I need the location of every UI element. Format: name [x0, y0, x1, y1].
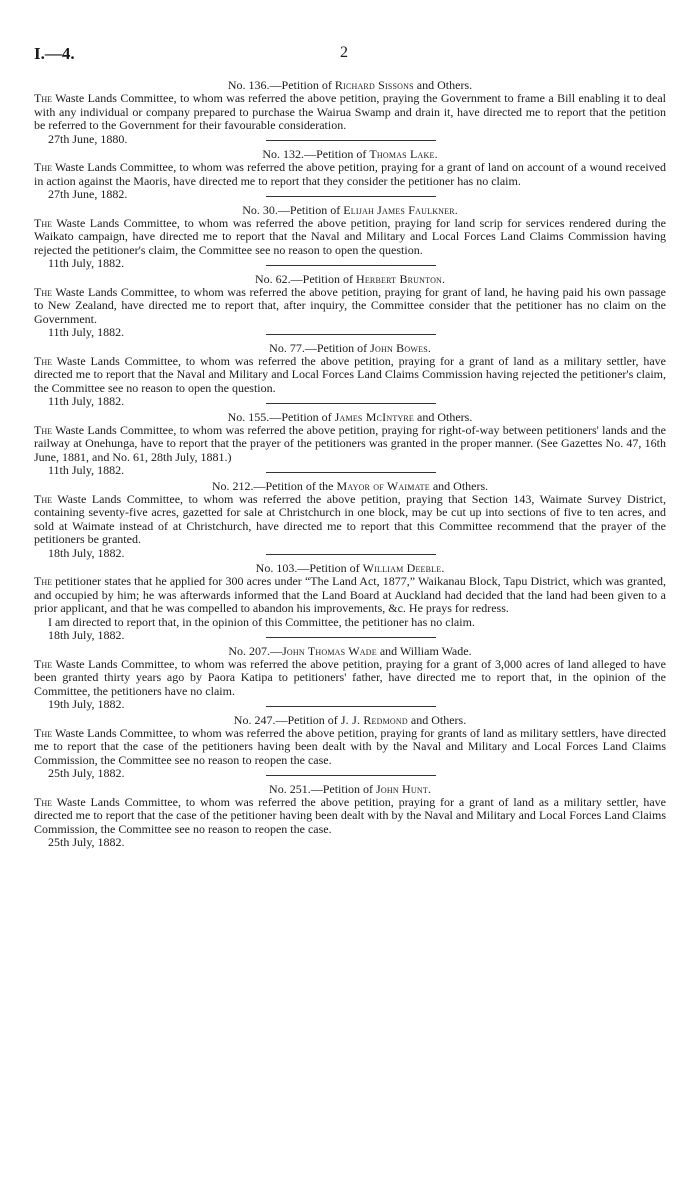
petition-date: 27th June, 1880.	[48, 131, 128, 146]
petition-heading	[34, 479, 666, 493]
petitioner-name: John Bowes	[370, 340, 428, 355]
petition-number: No. 103.	[255, 561, 298, 575]
petition-title-suffix: and Others.	[429, 478, 489, 493]
petition-title-prefix: —	[270, 643, 283, 658]
section-divider	[266, 637, 436, 638]
petition-title-suffix: and Others.	[413, 78, 473, 92]
petition-date: 11th July, 1882.	[48, 325, 125, 339]
petition-title-prefix: —Petition of	[304, 340, 371, 355]
petition-heading	[34, 410, 666, 424]
petition-title-prefix: —Petition of	[310, 781, 377, 796]
petition-body	[34, 217, 666, 258]
petition-heading	[34, 78, 666, 92]
petition-title-suffix: .	[454, 202, 458, 217]
petition-body	[34, 493, 666, 547]
petition-lead-word: The	[34, 491, 52, 506]
petition-date: 25th July, 1882.	[48, 835, 125, 849]
petition-number: No. 30.	[242, 202, 278, 217]
petition-body-text: Waste Lands Committee, to whom was referred the above petition, praying for a grant of land as a military settler, have directed me to report that the case of the petitioner having been dealt with by the Naval and Military and Local Forces Land Claims Commission, the Committee see no reason to reopen the case.	[34, 794, 666, 836]
petition-body	[34, 727, 666, 768]
petition-body	[34, 286, 666, 327]
petition-title-suffix: and William Wade.	[376, 643, 472, 658]
petition-heading	[34, 272, 666, 286]
petition-title-prefix: —Petition of the	[253, 478, 337, 493]
petition-body-text: Waste Lands Committee, to whom was referred the above petition, praying for grants of land as military settlers, have directed me to report that the case of the petitioners having been dealt with by the Naval and Military and Local Forces Land Claims Commission, the Committee see no reason to reopen the case.	[34, 725, 666, 767]
petition-body-text: Waste Lands Committee, to whom was referred the above petition, praying for a grant of land on account of a wound received in action against the Maoris, have directed me to report that they consider the petitioner has no claim.	[34, 160, 666, 188]
petition-number: No. 207.	[228, 643, 271, 658]
petition-entry	[34, 340, 666, 408]
petition-body-text: petitioner states that he applied for 300 acres under “The Land Act, 1877,” Waikanau Block, Tapu District, which was granted, and occupied by him; he was afterwards informed that the Land Board at Auckland had decided that the land had been given to a prior applicant, and that he was compelled to abandon his improvements, &c. He prays for redress.	[34, 574, 666, 615]
petition-report: I am directed to report that, in the opinion of this Committee, the petitioner has no claim.	[48, 614, 475, 629]
petition-number: No. 212.	[211, 478, 254, 493]
petitioner-name: Richard Sissons	[334, 78, 414, 92]
petitioner-name: John Thomas Wade	[282, 643, 377, 658]
petition-date: 11th July, 1882.	[48, 394, 125, 408]
petition-date: 19th July, 1882.	[48, 697, 125, 711]
petition-title-prefix: —Petition of	[290, 271, 356, 286]
petition-body	[34, 424, 666, 465]
petition-title-suffix: and Others.	[414, 409, 473, 424]
petitioner-name: Elijah James Faulkner	[343, 202, 455, 217]
petition-number: No. 136.	[227, 78, 270, 92]
petition-number: No. 251.	[269, 781, 311, 796]
section-divider	[266, 196, 436, 197]
petition-title-suffix: .	[441, 561, 445, 575]
petitioner-name: John Hunt	[376, 781, 428, 796]
petition-date: 18th July, 1882.	[48, 628, 125, 642]
petition-body-text: Waste Lands Committee, to whom was referred the above petition, praying for right-of-way between petitioners' lands and the railway at Onehunga, have to report that the prayer of the petitioners was granted in the proper manner. (See Gazettes No. 47, 16th June, 1881, and No. 61, 28th July, 1881.)	[34, 422, 666, 464]
petition-entry	[34, 561, 666, 642]
document-reference: I.—4.	[34, 44, 75, 63]
petition-date: 25th July, 1882.	[48, 766, 125, 780]
petition-number: No. 132.	[262, 147, 305, 161]
petition-title-suffix: .	[434, 147, 438, 161]
petition-title-prefix: —Petition of	[269, 409, 335, 424]
petition-heading	[34, 561, 666, 575]
petition-body-text: Waste Lands Committee, to whom was referred the above petition, praying for a grant of land as a military settler, have directed me to report that the Naval and Military and Local Forces Land Claims Commission having rejected the petitioner's claim, the Committee see no reason to open the question.	[34, 353, 666, 395]
petitioner-name: Herbert Brunton	[355, 271, 443, 286]
petition-heading	[34, 644, 666, 658]
section-divider	[266, 775, 436, 776]
petition-entry	[34, 202, 666, 270]
petition-title-prefix: —Petition of	[275, 712, 341, 727]
petition-body	[34, 575, 666, 616]
petitions-list	[34, 78, 666, 850]
petitioner-name: Thomas Lake	[369, 147, 435, 161]
section-divider	[266, 472, 436, 473]
petitioner-name: William Deeble	[362, 561, 442, 575]
petition-lead-word: The	[34, 656, 52, 671]
section-divider	[266, 265, 436, 266]
section-divider	[266, 554, 436, 555]
petition-lead-word: The	[34, 353, 52, 368]
petition-entry	[34, 78, 666, 146]
petition-heading	[34, 713, 666, 727]
petition-entry	[34, 643, 666, 711]
petition-body-text: Waste Lands Committee, to whom was referred the above petition, praying for a grant of 3,000 acres of land alleged to have been granted thirty years ago by Paora Katipa to petitioners' father, have directed me to report that, in the opinion of the Committee, the petitioners have no claim.	[34, 656, 666, 698]
petition-entry	[34, 271, 666, 339]
petition-lead-word: The	[34, 284, 52, 299]
petition-lead-word: The	[34, 160, 52, 174]
petitioner-name: James McIntyre	[334, 409, 415, 424]
petition-number: No. 77.	[269, 340, 305, 355]
petition-entry	[34, 712, 666, 780]
petition-entry	[34, 147, 666, 201]
petition-title-suffix: and Others.	[407, 712, 467, 727]
petition-body	[34, 92, 666, 133]
petition-body	[34, 658, 666, 699]
petition-date: 11th July, 1882.	[48, 463, 125, 477]
petition-title-prefix: —Petition of	[269, 78, 335, 92]
petition-date: 11th July, 1882.	[48, 256, 125, 270]
petition-title-suffix: .	[427, 781, 431, 796]
petition-date: 18th July, 1882.	[48, 545, 125, 560]
petition-heading	[34, 341, 666, 355]
petition-body-text: Waste Lands Committee, to whom was referred the above petition, praying that Section 143, Waimate Survey District, containing seventy-five acres, gazetted for sale at Christchurch in one block, may be cut up into sections of five to ten acres, and sold at Waimate instead of at Christchurch, have directed me to report that this Committee recommend that the prayer of the petitioners be granted.	[34, 491, 666, 546]
page-number: 2	[340, 44, 348, 61]
petition-number: No. 247.	[233, 712, 276, 727]
petition-body	[34, 161, 666, 188]
petition-number: No. 62.	[254, 271, 291, 286]
petition-body	[34, 796, 666, 837]
petition-heading	[34, 147, 666, 161]
petition-lead-word: The	[34, 91, 52, 105]
petition-title-prefix: —Petition of	[277, 202, 344, 217]
petition-entry	[34, 478, 666, 560]
petition-date: 27th June, 1882.	[48, 187, 128, 201]
petition-body	[34, 355, 666, 396]
petition-lead-word: The	[34, 725, 52, 740]
petition-title-prefix: —Petition of	[297, 561, 363, 575]
section-divider	[266, 403, 436, 404]
petition-title-prefix: —Petition of	[304, 147, 370, 161]
petition-entry	[34, 782, 666, 850]
section-divider	[266, 140, 436, 141]
petition-lead-word: The	[34, 574, 52, 588]
petition-title-suffix: .	[427, 340, 431, 355]
section-divider	[266, 706, 436, 707]
petitioner-name: Mayor of Waimate	[336, 478, 430, 493]
petition-number: No. 155.	[227, 409, 270, 424]
petition-entry	[34, 409, 666, 477]
petition-lead-word: The	[34, 215, 52, 230]
petition-lead-word: The	[34, 422, 52, 437]
petition-title-suffix: .	[442, 271, 446, 286]
petitioner-name: J. J. Redmond	[340, 712, 408, 727]
petition-lead-word: The	[34, 794, 52, 809]
petition-heading	[34, 203, 666, 217]
petition-body-text: Waste Lands Committee, to whom was referred the above petition, praying for grant of land, he having paid his own passage to New Zealand, have directed me to report that, after inquiry, the Committee consider that the petitioner has no claim on the Government.	[34, 284, 666, 326]
petition-heading	[34, 782, 666, 796]
petition-body-text: Waste Lands Committee, to whom was referred the above petition, praying for land scrip for services rendered during the Waikato campaign, have directed me to report that the Naval and Military and Local Forces Land Claims Commission having rejected the petitioner's claim, the Committee see no reason to open the question.	[34, 215, 666, 257]
petition-body-text: Waste Lands Committee, to whom was referred the above petition, praying the Government to frame a Bill enabling it to deal with any individual or company prepared to purchase the Wairua Swamp and drain it, have directed me to report that the petition be referred to the Government for their favourable consideration.	[34, 91, 666, 132]
section-divider	[266, 334, 436, 335]
